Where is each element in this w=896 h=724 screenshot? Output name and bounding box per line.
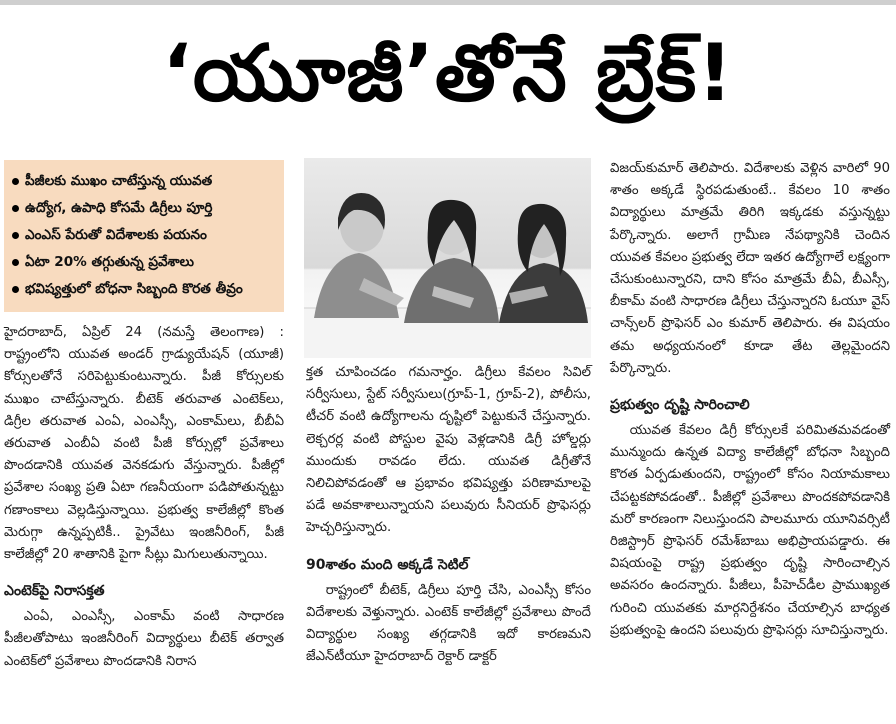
students-photo	[304, 158, 591, 358]
section-heading: ప్రభుత్వం దృష్టి సారించాలి	[610, 397, 750, 414]
article-paragraph: ఎంఏ, ఎంఎస్సీ, ఎంకామ్‌ వంటి సాధారణ పీజీలతోపాటు ఇంజినీరింగ్‌ విద్యార్థులు బీటెక్‌ తర్వాత ఎంటెక్‌లో ప్రవేశాలు పొందడానికి నిరాస	[4, 609, 284, 669]
highlight-item: ఎంఎస్‌ పేరుతో విదేశాలకు పయనం	[12, 222, 278, 249]
article-paragraph: రాష్ట్రంలో బీటెక్‌, డిగ్రీలు పూర్తి చేసి, ఎంఎస్సీ కోసం విదేశాలకు వెళ్తున్నారు. ఎంటెక్‌ కాలేజీల్లో ప్రవేశాలు పొందే విద్యార్థుల సంఖ్య తగ్గడానికి ఇదో కారణమని జేఎన్‌టీయూ హైదరాబాద్‌ రెక్టార్‌ డాక్టర్‌	[306, 582, 591, 665]
article-paragraph: విజయ్‌కుమార్‌ తెలిపారు. విదేశాలకు వెళ్లిన వారిలో 90 శాతం అక్కడే స్థిరపడుతుంటే.. కేవలం 10 శాతం విద్యార్థులు మాత్రమే తిరిగి ఇక్కడకు వస్తున్నట్టు పేర్కొన్నారు. అలాగే గ్రామీణ నేపథ్యానికి చెందిన యువత కేవలం ప్రభుత్వ లేదా ఇతర ఉద్యోగాలే లక్ష్యంగా చేసుకుంటున్నారని, దాని కోసం మాత్రమే బీఏ, బీఎస్సీ, బీకామ్‌ వంటి సాధారణ డిగ్రీలు చేస్తున్నారని ఓయూ వైస్‌ చాన్స్‌లర్‌ ప్రొఫెసర్‌ ఎం కుమార్‌ తెలిపారు. ఈ విషయం తమ అధ్యయనంలో కూడా తేట తెల్లమైందని పేర్కొన్నారు.	[610, 161, 890, 376]
bullet-icon	[12, 205, 19, 212]
article-column-1	[4, 322, 284, 673]
article-paragraph: యువత కేవలం డిగ్రీ కోర్సులకే పరిమితమవడంతో మున్ముందు ఉన్నత విద్యా కాలేజీల్లో బోధనా సిబ్బంది కొరత ఏర్పడుతుందని, రాష్ట్రంలో కోసం నియామకాలు చేపట్టకపోవడంతో.. పీజీల్లో ప్రవేశాలు పొందకపోవడానికి మరో కారణంగా నిలుస్తుందని పాలమూరు యూనివర్సిటీ రిజిస్ట్రార్‌ ప్రొఫెసర్‌ రమేశ్‌బాబు అభిప్రాయపడ్డారు. ఈ విషయంపై రాష్ట్ర ప్రభుత్వం దృష్టి సారించాల్సిన అవసరం ఉందన్నారు. పీజీలు, పీహెచ్‌డీల ప్రాముఖ్యత గురించి యువతకు మార్గనిర్దేశనం చేయాల్సిన బాధ్యత ప్రభుత్వంపై ఉందని పలువురు ప్రొఫెసర్లు సూచిస్తున్నారు.	[610, 423, 890, 638]
bullet-icon	[12, 232, 19, 239]
student-middle	[404, 200, 499, 323]
section-heading: 90శాతం మంది అక్కడే సెటిల్‌	[306, 556, 469, 573]
article-paragraph: క్తత చూపించడం గమనార్హం. డిగ్రీలు కేవలం సివిల్‌ సర్వీసులు, స్టేట్‌ సర్వీసులు(గ్రూప్‌-1, గ్రూప్‌-2), పోలీసు, టీచర్‌ వంటి ఉద్యోగాలను దృష్టిలో పెట్టుకునే చేస్తున్నారు. లెక్చరర్ల వంటి పోస్టుల వైపు వెళ్లడానికి డిగ్రీ హోల్డర్లు ముందుకు రావడం లేదు. యువత డిగ్రీతోనే నిలిచిపోవడంతో ఆ ప్రభావం భవిష్యత్తు పరిణామాలపై పడే అవకాశాలున్నాయని పలువురు సీనియర్‌ ప్రొఫెసర్లు హెచ్చరిస్తున్నారు.	[306, 365, 591, 536]
section-heading: ఎంటెక్‌పై నిరాసక్తత	[4, 583, 105, 600]
bullet-icon	[12, 259, 19, 266]
highlight-item: ఏటా 20% తగ్గుతున్న ప్రవేశాలు	[12, 249, 278, 276]
highlight-item: పీజీలకు ముఖం చాటేస్తున్న యువత	[12, 168, 278, 195]
headline: ‘యూజీ’తోనే బ్రేక్‌!	[162, 29, 734, 119]
bullet-icon	[12, 286, 19, 293]
top-rule	[0, 0, 896, 5]
student-right	[499, 204, 588, 323]
student-left	[314, 193, 404, 318]
article-lead-paragraph: హైదరాబాద్‌, ఏప్రిల్‌ 24 (నమస్తే తెలంగాణ) : రాష్ట్రంలోని యువత అండర్‌ గ్రాడ్యుయేషన్‌ (యూజీ) కోర్సులతోనే సరిపెట్టుకుంటున్నారు. పీజీ కోర్సులకు ముఖం చాటేస్తున్నారు. బీటెక్‌ తరువాత ఎంటెక్‌లు, డిగ్రీల తరువాత ఎంఏ, ఎంఎస్సీ, ఎంకామ్‌లు, బీబీఏ తరువాత ఎంబీఏ వంటి పీజీ కోర్సుల్లో ప్రవేశాలు పొందడానికి యువత వెనకడుగు వేస్తున్నారు. పీజీల్లో ప్రవేశాల సంఖ్య ప్రతి ఏటా గణనీయంగా పడిపోతున్నట్టు గణాంకాలు వెల్లడిస్తున్నాయి. ప్రభుత్వ కాలేజీల్లో కొంత మెరుగ్గా ఉన్నప్పటికీ.. ప్రైవేటు ఇంజినీరింగ్‌, పీజీ కాలేజీల్లో 20 శాతానికి పైగా సీట్లు మిగులుతున్నాయి.	[4, 325, 284, 563]
highlights-box	[4, 160, 284, 312]
students-illustration	[304, 158, 591, 358]
bullet-icon	[12, 178, 19, 185]
highlight-item: భవిష్యత్తులో బోధనా సిబ్బంది కొరత తీవ్రం	[12, 276, 278, 303]
highlight-item: ఉద్యోగ, ఉపాధి కోసమే డిగ్రీలు పూర్తి	[12, 195, 278, 222]
article-column-2	[306, 362, 591, 668]
article-column-3	[610, 158, 890, 642]
